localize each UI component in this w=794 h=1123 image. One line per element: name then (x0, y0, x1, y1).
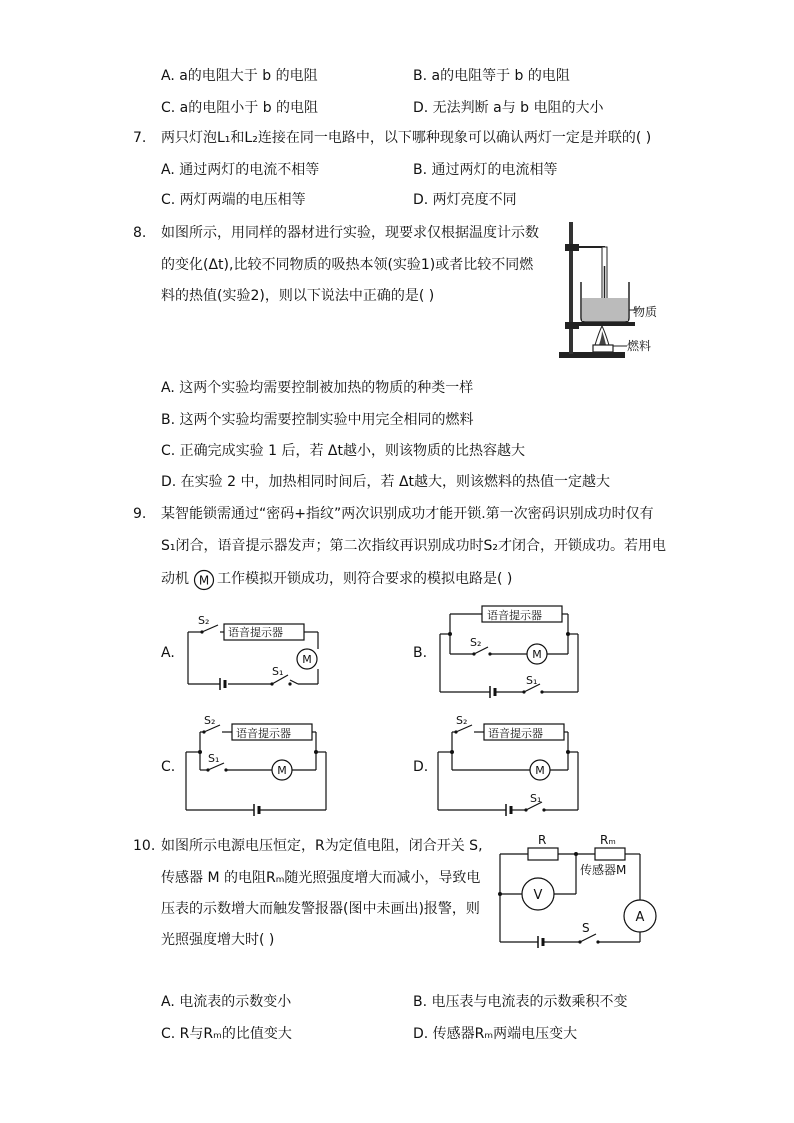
ammeter-icon: A (635, 910, 645, 925)
q8-apparatus-figure (555, 218, 665, 363)
q9-circuit-b (432, 600, 592, 700)
q8-label-fuel: 燃料 (627, 339, 652, 353)
q10-stem-line4: 光照强度增大时( ) (161, 932, 275, 948)
q9-label-c: C. (161, 759, 176, 775)
q8-stem-line1: 如图所示，用同样的器材进行实验，现要求仅根据温度计示数 (161, 225, 539, 241)
q6-option-d: D. 无法判断 a与 b 电阻的大小 (413, 100, 604, 116)
q9d-s1-label: S₁ (530, 792, 542, 805)
q9-stem-line3b: 工作模拟开锁成功，则符合要求的模拟电路是( ) (217, 571, 513, 587)
q9d-s2-label: S₂ (456, 714, 468, 727)
q6-option-c: C. a的电阻小于 b 的电阻 (161, 100, 319, 116)
q9-circuit-a (180, 612, 330, 692)
q10-fig-rm-label: Rₘ (600, 833, 616, 847)
q10-number: 10. (133, 838, 156, 854)
q9a-s1-label: S₁ (272, 665, 284, 678)
q9-circuit-d (432, 710, 592, 820)
q9-stem-line2: S₁闭合，语音提示器发声；第二次指纹再识别成功时S₂才闭合，开锁成功。若用电 (161, 538, 666, 554)
q9c-motor-label: M (277, 764, 287, 777)
q8-label-substance: 物质 (633, 305, 658, 319)
q10-option-c: C. R与Rₘ的比值变大 (161, 1026, 292, 1042)
q9c-speaker-label: 语音提示器 (236, 727, 291, 740)
q8-option-a: A. 这两个实验均需要控制被加热的物质的种类一样 (161, 380, 474, 396)
q9-label-b: B. (413, 645, 428, 661)
q10-fig-r-label: R (538, 833, 547, 847)
q7-option-b: B. 通过两灯的电流相等 (413, 162, 558, 178)
motor-icon (193, 569, 215, 591)
q9-stem-line3a: 动机 (161, 571, 189, 587)
q10-option-d: D. 传感器Rₘ两端电压变大 (413, 1026, 578, 1042)
q7-option-d: D. 两灯亮度不同 (413, 192, 517, 208)
q6-option-a: A. a的电阻大于 b 的电阻 (161, 68, 318, 84)
q9-label-a: A. (161, 645, 175, 661)
q10-stem-line1: 如图所示电源电压恒定，R为定值电阻，闭合开关 S, (161, 838, 483, 854)
q9-stem-line1: 某智能锁需通过“密码+指纹”两次识别成功才能开锁.第一次密码识别成功时仅有 (161, 506, 654, 522)
q7-option-c: C. 两灯两端的电压相等 (161, 192, 306, 208)
q9b-speaker-label: 语音提示器 (487, 609, 542, 622)
q8-option-b: B. 这两个实验均需要控制实验中用完全相同的燃料 (161, 412, 474, 428)
q9d-motor-label: M (535, 764, 545, 777)
q10-option-a: A. 电流表的示数变小 (161, 994, 292, 1010)
q7-stem: 两只灯泡L₁和L₂连接在同一电路中，以下哪种现象可以确认两灯一定是并联的( ) (161, 130, 652, 146)
q7-option-a: A. 通过两灯的电流不相等 (161, 162, 320, 178)
q9d-speaker-label: 语音提示器 (488, 727, 543, 740)
q9b-s1-label: S₁ (526, 674, 538, 687)
q8-option-c: C. 正确完成实验 1 后，若 Δt越小，则该物质的比热容越大 (161, 443, 525, 459)
q8-stem-line2: 的变化(Δt),比较不同物质的吸热本领(实验1)或者比较不同燃 (161, 257, 534, 273)
q9-circuit-c (180, 710, 340, 820)
q8-stem-line3: 料的热值(实验2)，则以下说法中正确的是( ) (161, 288, 435, 304)
q9-label-d: D. (413, 759, 429, 775)
q9b-motor-label: M (532, 648, 542, 661)
q10-stem-line3: 压表的示数增大而触发警报器(图中未画出)报警，则 (161, 901, 480, 917)
q8-number: 8. (133, 225, 147, 241)
q10-fig-sensor-label: 传感器M (580, 863, 627, 877)
motor-symbol: M (198, 573, 210, 588)
q10-circuit-figure (490, 832, 665, 952)
q7-number: 7. (133, 130, 147, 146)
q9a-speaker-label: 语音提示器 (228, 626, 283, 639)
voltmeter-icon: V (533, 888, 543, 903)
q9c-s2-label: S₂ (204, 714, 216, 727)
q6-option-b: B. a的电阻等于 b 的电阻 (413, 68, 570, 84)
q10-option-b: B. 电压表与电流表的示数乘积不变 (413, 994, 628, 1010)
q10-fig-s-label: S (582, 921, 590, 935)
q9a-s2-label: S₂ (198, 614, 210, 627)
q9b-s2-label: S₂ (470, 636, 482, 649)
q10-stem-line2: 传感器 M 的电阻Rₘ随光照强度增大而减小，导致电 (161, 870, 481, 886)
q9a-motor-label: M (302, 653, 312, 666)
q9-number: 9. (133, 506, 147, 522)
q8-option-d: D. 在实验 2 中，加热相同时间后，若 Δt越大，则该燃料的热值一定越大 (161, 474, 611, 490)
q9c-s1-label: S₁ (208, 752, 220, 765)
